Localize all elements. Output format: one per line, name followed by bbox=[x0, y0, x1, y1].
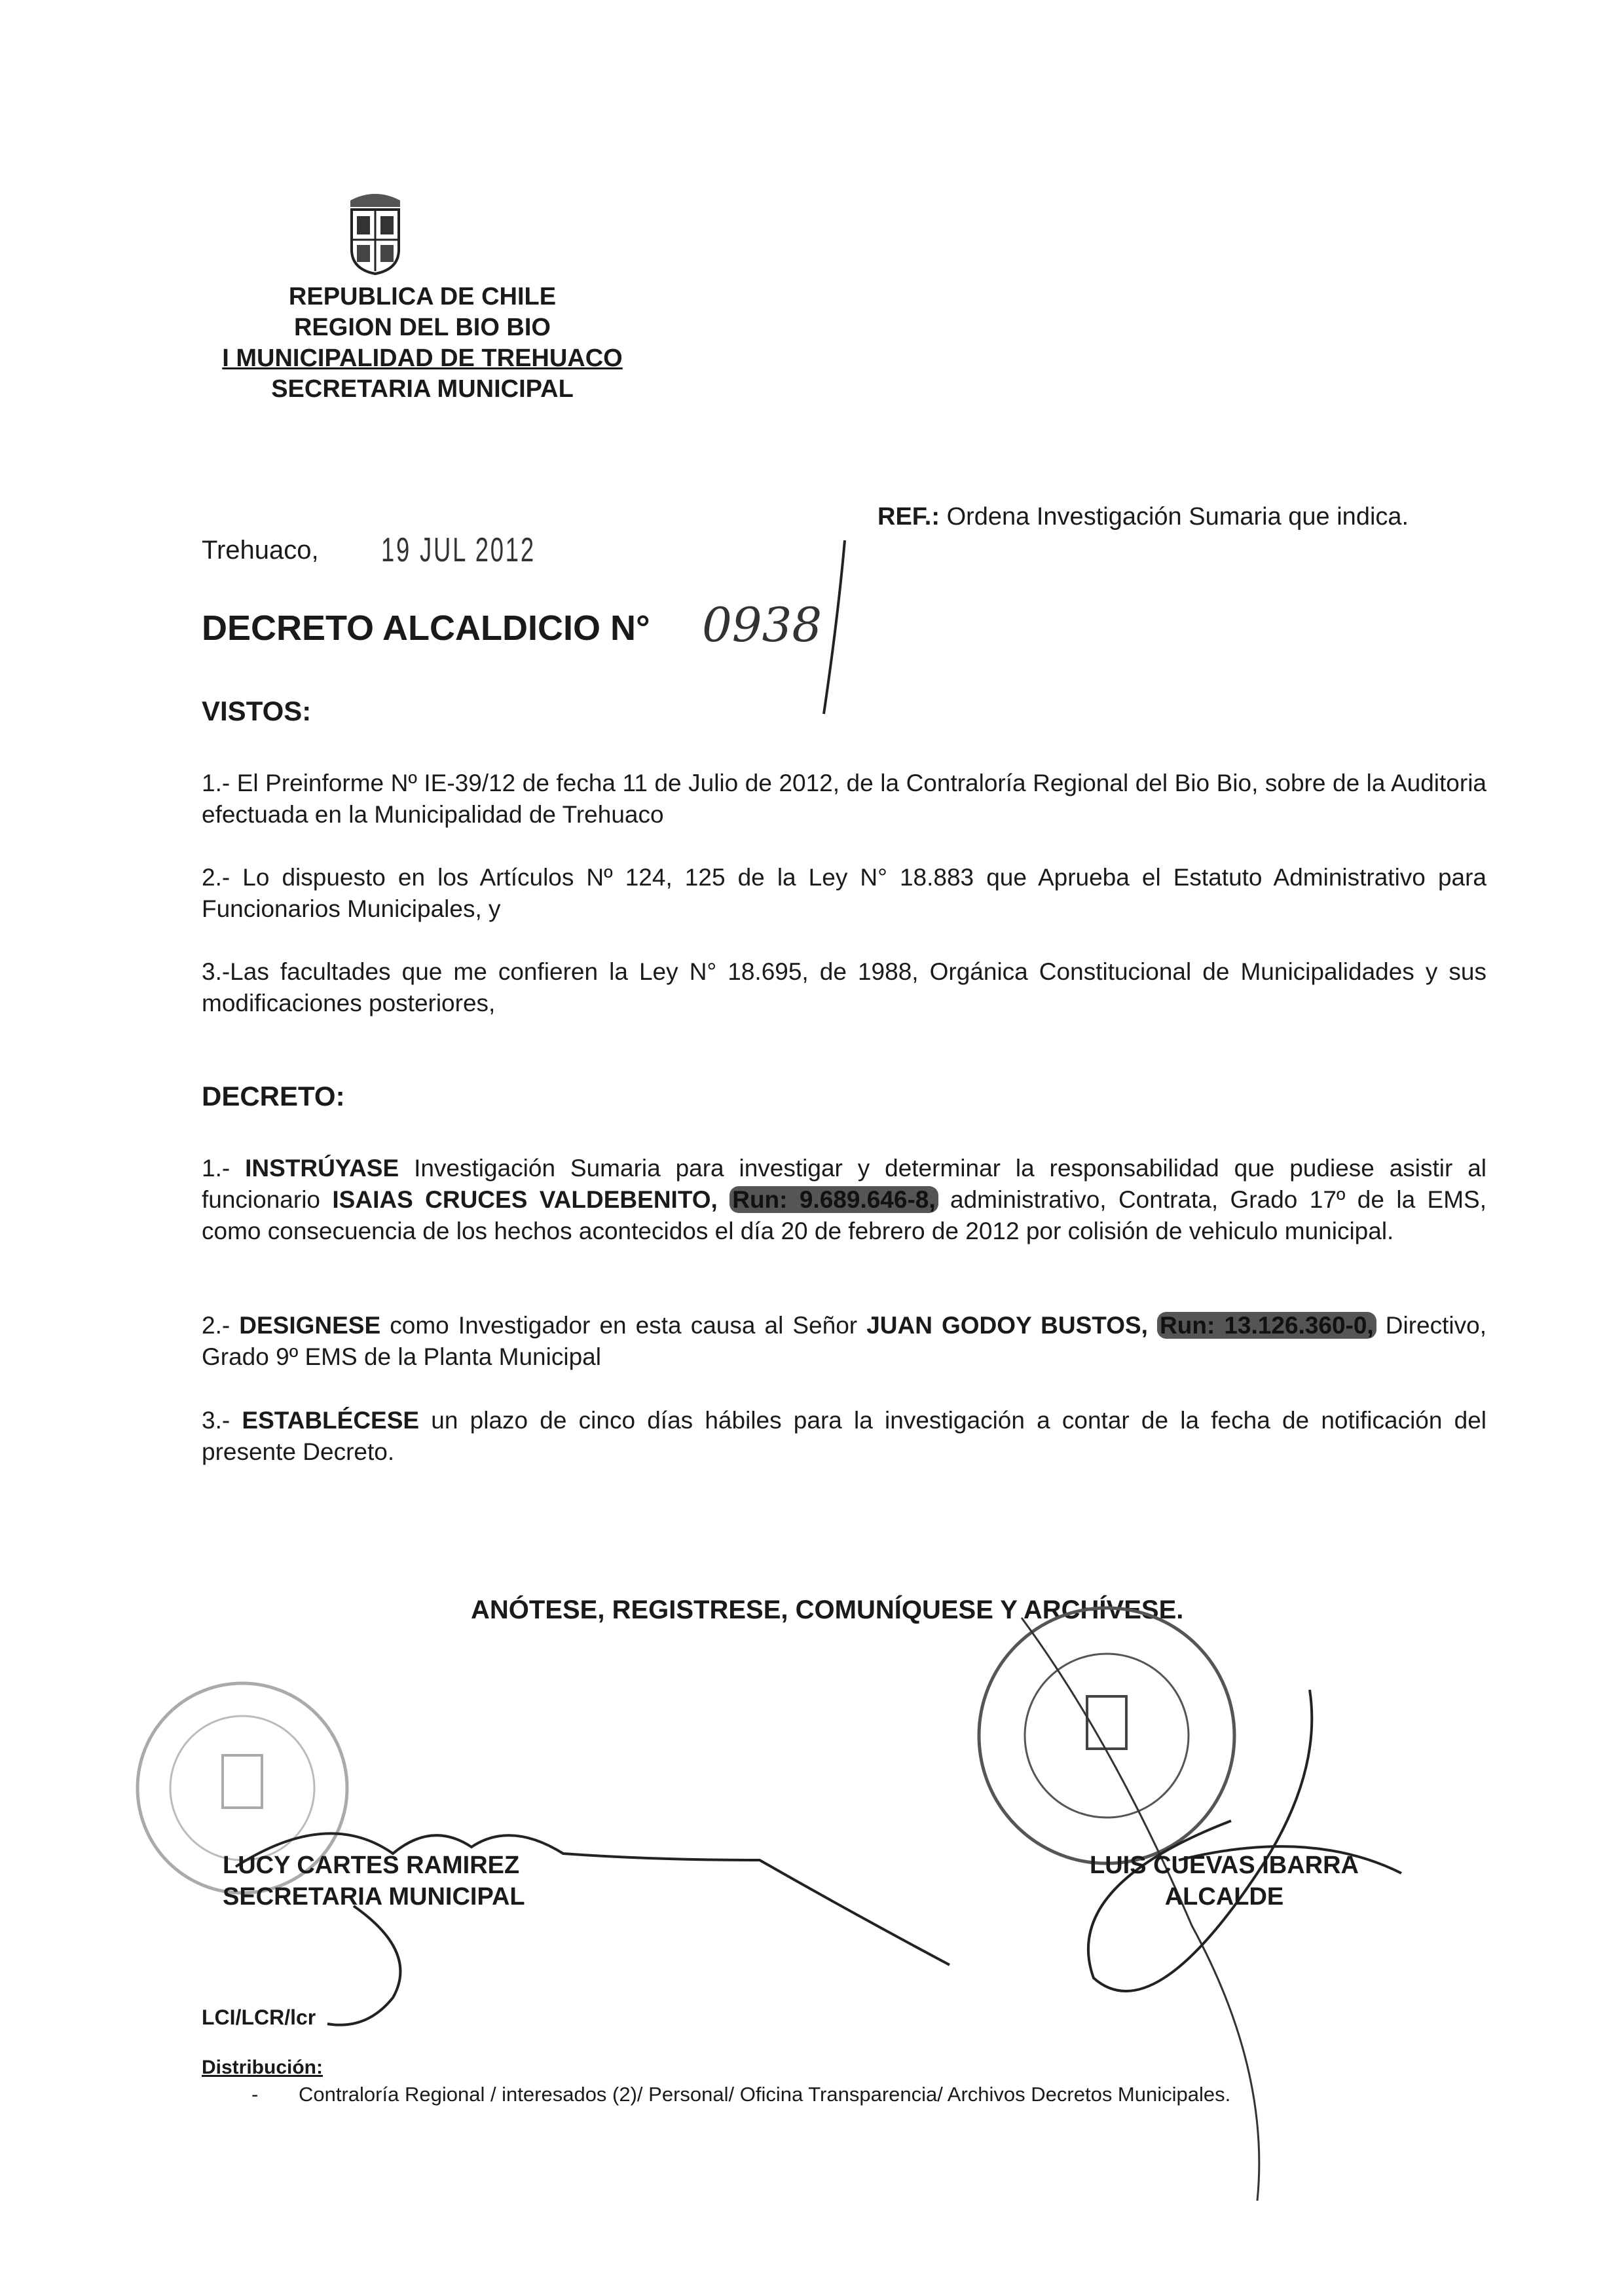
vistos-item: 1.- El Preinforme Nº IE-39/12 de fecha 11 de Julio de 2012, de la Contraloría Regional del Bio Bio, sobre de la Auditoria efectuada en la Municipalidad de Trehuaco bbox=[202, 770, 1486, 828]
initials: LCI/LCR/lcr bbox=[202, 2006, 316, 2029]
vistos-item: 2.- Lo dispuesto en los Artículos Nº 124, 125 de la Ley N° 18.883 que Aprueba el Estatuto Administrativo para Funcionarios Municipales, y bbox=[202, 864, 1486, 922]
place: Trehuaco, bbox=[202, 536, 319, 565]
ref-text: Ordena Investigación Sumaria que indica. bbox=[946, 503, 1409, 531]
letterhead-line: REGION DEL BIO BIO bbox=[293, 314, 551, 341]
decree-title: DECRETO ALCALDICIO N° bbox=[202, 608, 650, 648]
distribution-heading: Distribución: bbox=[202, 2057, 323, 2078]
date-stamp: 19 JUL 2012 bbox=[381, 531, 536, 569]
secretary-name: LUCY CARTES RAMIREZ bbox=[223, 1852, 520, 1879]
decreto-heading: DECRETO: bbox=[202, 1081, 345, 1111]
decree-number-handwritten: 0938 bbox=[702, 597, 822, 652]
letterhead bbox=[196, 282, 648, 405]
letterhead-line: SECRETARIA MUNICIPAL bbox=[271, 375, 574, 403]
secretary-signature bbox=[196, 1782, 982, 2043]
decreto-item-1: 1.- INSTRÚYASE Investigación Sumaria para investigar y determinar la responsabilidad que pudiese asistir al funcionario ISAIAS CRUCES VALDEBENITO, Run: 9.689.646-8, administrativo, Contrata, Grado 17º de la EMS, como consecuencia de los hechos acontecidos el día 20 de febrero de 2012 por colisión de vehiculo municipal. bbox=[202, 1155, 1486, 1244]
mayor-signature-block bbox=[1075, 1850, 1373, 1912]
redacted-run: Run: 9.689.646-8, bbox=[729, 1186, 938, 1213]
municipal-crest-logo bbox=[344, 187, 407, 275]
distribution-bullet: - bbox=[251, 2083, 259, 2106]
closing-formula: ANÓTESE, REGISTRESE, COMUNÍQUESE Y ARCHÍVESE. bbox=[471, 1595, 1184, 1624]
handwritten-slash bbox=[812, 537, 851, 720]
mayor-name: LUIS CUEVAS IBARRA bbox=[1090, 1852, 1359, 1879]
redacted-run: Run: 13.126.360-0, bbox=[1157, 1312, 1376, 1339]
distribution-list: Contraloría Regional / interesados (2)/ Personal/ Oficina Transparencia/ Archivos Decretos Municipales. bbox=[299, 2083, 1231, 2106]
secretary-signature-block bbox=[223, 1850, 525, 1912]
decreto-item-3: 3.- ESTABLÉCESE un plazo de cinco días hábiles para la investigación a contar de la fecha de notificación del presente Decreto. bbox=[202, 1407, 1487, 1465]
letterhead-line: I MUNICIPALIDAD DE TREHUACO bbox=[222, 345, 623, 372]
reference bbox=[877, 503, 1409, 531]
vistos-item: 3.-Las facultades que me confieren la Ley N° 18.695, de 1988, Orgánica Constitucional de Municipalidades y sus modificaciones posteriores, bbox=[202, 958, 1486, 1017]
vistos-heading: VISTOS: bbox=[202, 696, 312, 726]
mayor-role: ALCALDE bbox=[1164, 1883, 1284, 1911]
decreto-item-2: 2.- DESIGNESE como Investigador en esta causa al Señor JUAN GODOY BUSTOS, Run: 13.126.360-0, Directivo, Grado 9º EMS de la Planta Municipal bbox=[202, 1312, 1486, 1370]
ref-label: REF.: bbox=[877, 503, 940, 531]
letterhead-line: REPUBLICA DE CHILE bbox=[288, 283, 557, 310]
secretary-role: SECRETARIA MUNICIPAL bbox=[223, 1883, 525, 1911]
